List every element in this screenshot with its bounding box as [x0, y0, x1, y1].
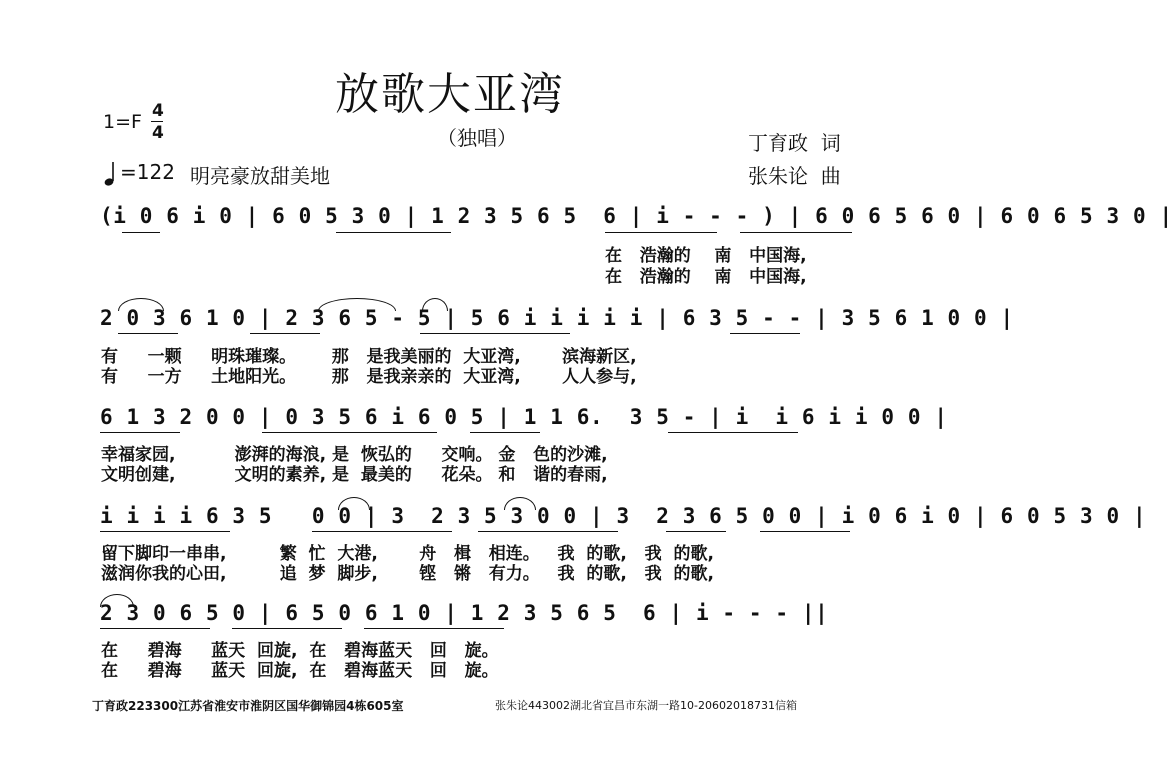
underline-beam: [364, 628, 504, 629]
lyric-line-5-verse-1: 在 碧海 蓝天 回旋, 在 碧海蓝天 回 旋。: [101, 641, 499, 661]
lyric-line-2-verse-1: 有 一颗 明珠璀璨。 那 是我美丽的 大亚湾, 滨海新区,: [101, 347, 637, 367]
tempo-marking: =122: [120, 160, 175, 184]
underline-beam: [666, 531, 726, 532]
underline-beam: [312, 531, 452, 532]
underline-beam: [118, 333, 178, 334]
underline-beam: [122, 232, 160, 233]
underline-beam: [478, 531, 618, 532]
expression-marking: 明亮豪放甜美地: [190, 164, 330, 188]
underline-beam: [470, 432, 540, 433]
slur-mark: [318, 298, 396, 311]
underline-beam: [336, 232, 451, 233]
notation-line-1: (i 0 6 i 0 | 6 0 5 3 0 | 1 2 3 5 6 5 6 | i - - - ) | 6 0 6 5 6 0 | 6 0 6 5 3 0 |: [100, 204, 1173, 228]
underline-beam: [420, 333, 570, 334]
lyric-line-3-verse-2: 文明创建, 文明的素养, 是 最美的 花朵。 和 谐的春雨,: [101, 465, 608, 485]
key-signature: 1=F: [103, 111, 142, 133]
lyricist-credit: 丁育政 词: [748, 131, 841, 155]
underline-beam: [250, 333, 320, 334]
underline-beam: [668, 432, 798, 433]
quarter-note-icon: [104, 161, 116, 187]
time-signature-top: 4: [152, 101, 164, 121]
notation-line-3: 6 1 3 2 0 0 | 0 3 5 6 i 6 0 5 | 1 1 6. 3 5 - | i i 6 i i 0 0 |: [100, 405, 948, 429]
lyric-line-1-verse-1: 在 浩瀚的 南 中国海,: [605, 246, 807, 266]
notation-line-5: 2 3 0 6 5 0 | 6 5 0 6 1 0 | 1 2 3 5 6 5 6 | i - - - ||: [100, 601, 829, 625]
underline-beam: [730, 333, 800, 334]
lyric-line-4-verse-1: 留下脚印一串串, 繁 忙 大港, 舟 楫 相连。 我 的歌, 我 的歌,: [101, 544, 714, 564]
composer-contact: 张朱论443002湖北省宜昌市东湖一路10-20602018731信箱: [495, 699, 797, 712]
song-title: 放歌大亚湾: [335, 69, 565, 120]
underline-beam: [100, 432, 180, 433]
composer-credit: 张朱论 曲: [748, 164, 841, 188]
lyric-line-1-verse-2: 在 浩瀚的 南 中国海,: [605, 267, 807, 287]
underline-beam: [232, 628, 342, 629]
notation-line-4: i i i i 6 3 5 0 0 | 3 2 3 5 3 0 0 | 3 2 3 6 5 0 0 | i 0 6 i 0 | 6 0 5 3 0 |: [100, 504, 1147, 528]
lyric-line-5-verse-2: 在 碧海 蓝天 回旋, 在 碧海蓝天 回 旋。: [101, 661, 499, 681]
time-signature-line: [151, 121, 163, 122]
underline-beam: [740, 232, 852, 233]
underline-beam: [605, 232, 717, 233]
underline-beam: [100, 531, 230, 532]
lyric-line-3-verse-1: 幸福家园, 澎湃的海浪, 是 恢弘的 交响。 金 色的沙滩,: [101, 445, 608, 465]
notation-line-2: 2 0 3 6 1 0 | 2 3 6 5 - 5 | 5 6 i i i i i | 6 3 5 - - | 3 5 6 1 0 0 |: [100, 306, 1014, 330]
lyric-line-4-verse-2: 滋润你我的心田, 追 梦 脚步, 铿 锵 有力。 我 的歌, 我 的歌,: [101, 564, 714, 584]
underline-beam: [100, 628, 210, 629]
slur-mark: [338, 497, 370, 510]
time-signature-bottom: 4: [152, 123, 164, 143]
slur-mark: [118, 298, 164, 311]
slur-mark: [422, 298, 448, 311]
slur-mark: [504, 497, 536, 510]
underline-beam: [262, 432, 437, 433]
slur-mark: [100, 594, 134, 607]
lyric-line-2-verse-2: 有 一方 土地阳光。 那 是我亲亲的 大亚湾, 人人参与,: [101, 367, 637, 387]
performance-type: （独唱）: [437, 126, 517, 150]
lyricist-contact: 丁育政223300江苏省淮安市淮阴区国华御锦园4栋605室: [92, 699, 404, 713]
underline-beam: [760, 531, 850, 532]
